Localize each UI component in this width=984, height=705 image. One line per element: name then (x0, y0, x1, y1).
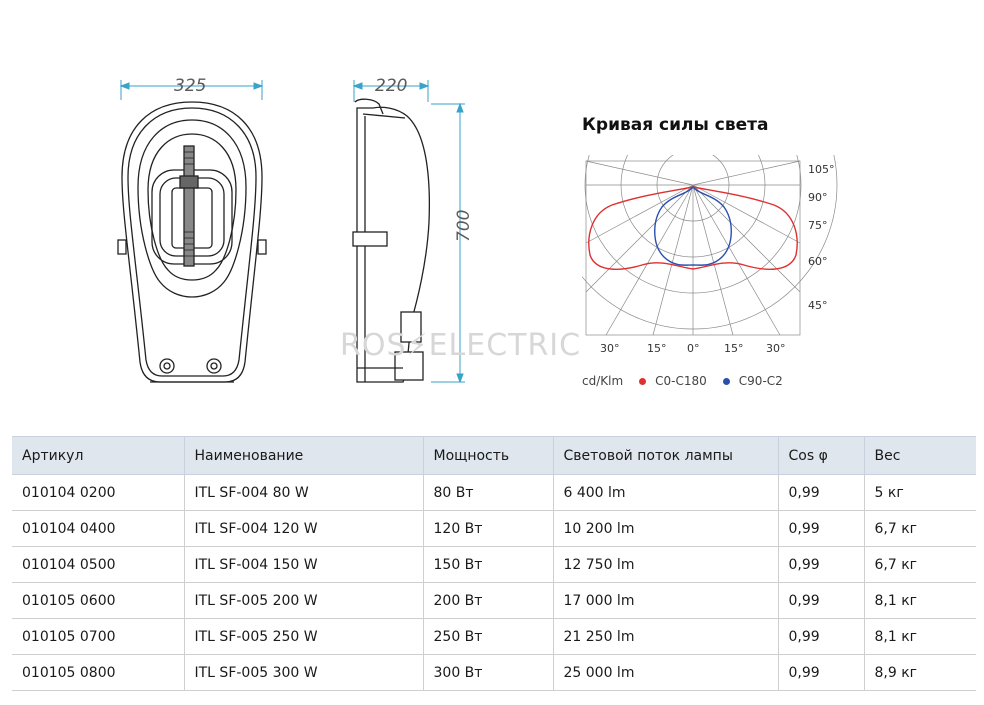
cell-article: 010104 0500 (12, 547, 184, 583)
light-intensity-chart (582, 155, 842, 360)
cell-name: ITL SF-005 300 W (184, 655, 423, 691)
legend-dot-c0-c180 (639, 378, 646, 385)
cell-name: ITL SF-005 250 W (184, 619, 423, 655)
cell-weight: 8,1 кг (864, 619, 976, 655)
bottom-label-15-right: 15° (724, 342, 744, 355)
angle-label-60: 60° (808, 255, 828, 268)
legend-dot-c90-c2 (723, 378, 730, 385)
table-row (12, 547, 976, 583)
cell-power: 120 Вт (423, 511, 553, 547)
cell-power: 300 Вт (423, 655, 553, 691)
cell-luminous-flux: 12 750 lm (553, 547, 778, 583)
unit-label: cd/Klm (582, 374, 624, 388)
col-header-article: Артикул (12, 437, 184, 475)
cell-weight: 6,7 кг (864, 547, 976, 583)
table-row (12, 583, 976, 619)
legend-label-c0-c180: C0-C180 (655, 374, 707, 388)
table-row (12, 619, 976, 655)
cell-article: 010104 0400 (12, 511, 184, 547)
cell-weight: 8,1 кг (864, 583, 976, 619)
height-label: 700 (454, 209, 474, 242)
cell-luminous-flux: 21 250 lm (553, 619, 778, 655)
lamp-housing-front (118, 102, 266, 382)
cell-cos-phi: 0,99 (778, 619, 864, 655)
side-angle-labels (808, 163, 835, 312)
front-view-drawing (110, 72, 280, 392)
col-header-power: Мощность (423, 437, 553, 475)
cell-cos-phi: 0,99 (778, 583, 864, 619)
cell-luminous-flux: 17 000 lm (553, 583, 778, 619)
bottom-label-30-left: 30° (600, 342, 620, 355)
table-row (12, 475, 976, 511)
bottom-label-0: 0° (687, 342, 700, 355)
cell-luminous-flux: 25 000 lm (553, 655, 778, 691)
cell-name: ITL SF-004 80 W (184, 475, 423, 511)
cell-power: 250 Вт (423, 619, 553, 655)
cell-weight: 5 кг (864, 475, 976, 511)
cell-article: 010105 0800 (12, 655, 184, 691)
polar-grid (582, 155, 837, 335)
table-row (12, 511, 976, 547)
cell-weight: 6,7 кг (864, 511, 976, 547)
cell-luminous-flux: 6 400 lm (553, 475, 778, 511)
cell-weight: 8,9 кг (864, 655, 976, 691)
bottom-label-15-left: 15° (647, 342, 667, 355)
watermark: ROS⚡ELECTRIC (340, 328, 582, 363)
cell-article: 010105 0600 (12, 583, 184, 619)
side-width-label: 220 (375, 76, 408, 96)
cell-name: ITL SF-005 200 W (184, 583, 423, 619)
col-header-name: Наименование (184, 437, 423, 475)
legend-label-c90-c2: C90-C2 (738, 374, 783, 388)
angle-label-45: 45° (808, 299, 828, 312)
bottom-label-30-right: 30° (766, 342, 786, 355)
table-header-row (12, 437, 976, 475)
spec-table (12, 436, 976, 691)
cell-power: 80 Вт (423, 475, 553, 511)
cell-cos-phi: 0,99 (778, 547, 864, 583)
cell-power: 150 Вт (423, 547, 553, 583)
cell-article: 010104 0200 (12, 475, 184, 511)
chart-legend (582, 374, 783, 388)
cell-luminous-flux: 10 200 lm (553, 511, 778, 547)
front-width-label: 325 (174, 76, 207, 96)
bottom-angle-labels (600, 342, 786, 355)
cell-cos-phi: 0,99 (778, 511, 864, 547)
angle-label-90: 90° (808, 191, 828, 204)
chart-title: Кривая силы света (582, 115, 769, 135)
table-row (12, 655, 976, 691)
cell-article: 010105 0700 (12, 619, 184, 655)
angle-label-105: 105° (808, 163, 835, 176)
cell-name: ITL SF-004 120 W (184, 511, 423, 547)
col-header-cos-phi: Cos φ (778, 437, 864, 475)
cell-power: 200 Вт (423, 583, 553, 619)
col-header-weight: Вес (864, 437, 976, 475)
cell-cos-phi: 0,99 (778, 475, 864, 511)
col-header-luminous-flux: Световой поток лампы (553, 437, 778, 475)
cell-cos-phi: 0,99 (778, 655, 864, 691)
cell-name: ITL SF-004 150 W (184, 547, 423, 583)
angle-label-75: 75° (808, 219, 828, 232)
